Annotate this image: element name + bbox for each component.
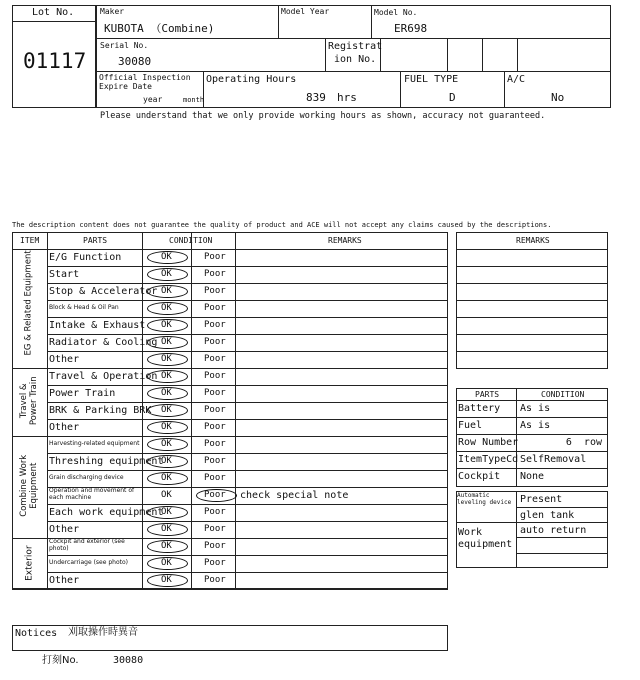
ok-selected-circle	[147, 506, 188, 519]
ok-selected-circle	[147, 472, 188, 485]
ok-option: OK	[161, 473, 172, 483]
item-group-label: Exterior	[24, 544, 35, 581]
parts-box-part: Fuel	[458, 420, 483, 431]
registration-label-2: ion No.	[334, 54, 377, 65]
lot-label: Lot No.	[32, 7, 75, 18]
auto-leveling-label: Automatic leveling device	[457, 492, 512, 506]
parts-box-part: ItemTypeCd	[458, 454, 519, 465]
month-label: month	[183, 96, 205, 104]
col-condition-header: CONDITION	[169, 236, 213, 245]
ok-option: OK	[161, 558, 172, 568]
ok-selected-circle	[147, 438, 188, 451]
stamp-label: 打刻No.	[42, 655, 79, 666]
part-label: Operation and movement of each machine	[49, 487, 135, 501]
poor-option: Poor	[204, 575, 226, 585]
part-label: BRK & Parking BRK	[49, 405, 152, 416]
part-label: E/G Function	[49, 252, 122, 263]
ok-selected-circle	[147, 251, 188, 264]
part-label: Stop & Accelerator	[49, 286, 158, 297]
part-label: Other	[49, 524, 80, 535]
ok-selected-circle	[147, 268, 188, 281]
poor-option: Poor	[204, 558, 226, 568]
ok-selected-circle	[147, 370, 188, 383]
ok-option: OK	[161, 337, 172, 347]
notices-label: Notices	[15, 628, 58, 639]
part-label: Block & Head & Oil Pan	[49, 304, 119, 311]
poor-option: Poor	[204, 286, 226, 296]
serial-value: 30080	[118, 55, 152, 68]
hours-value: 839	[306, 91, 326, 104]
ok-option: OK	[161, 269, 172, 279]
poor-option: Poor	[204, 354, 226, 364]
lot-number: 01117	[23, 49, 87, 73]
poor-option: Poor	[204, 490, 226, 500]
ok-option: OK	[161, 541, 172, 551]
hours-disclaimer: Please understand that we only provide working hours as shown, accuracy not guaranteed.	[100, 111, 546, 121]
ok-selected-circle	[147, 353, 188, 366]
part-label: Radiator & Cooling	[49, 337, 158, 348]
ok-option: OK	[161, 252, 172, 262]
model-no-value: ER698	[394, 22, 428, 35]
ok-option: OK	[161, 354, 172, 364]
ok-option: OK	[161, 456, 172, 466]
ok-option: OK	[161, 422, 172, 432]
parts-box-condition: As is	[520, 420, 551, 431]
remarks-box-header: REMARKS	[516, 236, 550, 245]
ok-selected-circle	[147, 523, 188, 536]
poor-option: Poor	[204, 405, 226, 415]
poor-option: Poor	[204, 422, 226, 432]
parts-box-part: Cockpit	[458, 471, 501, 482]
poor-option: Poor	[204, 337, 226, 347]
part-label: Threshing equipment	[49, 456, 164, 467]
poor-option: Poor	[204, 439, 226, 449]
col-item-header: ITEM	[20, 236, 40, 245]
ok-option: OK	[161, 524, 172, 534]
ok-option: OK	[161, 507, 172, 517]
ok-selected-circle	[147, 557, 188, 570]
poor-selected-circle	[196, 489, 237, 502]
part-label: Power Train	[49, 388, 116, 399]
poor-option: Poor	[204, 303, 226, 313]
ok-option: OK	[161, 303, 172, 313]
parts-box-condition: As is	[520, 403, 551, 414]
ok-option: OK	[161, 575, 172, 585]
poor-option: Poor	[204, 456, 226, 466]
poor-option: Poor	[204, 507, 226, 517]
ok-option: OK	[161, 286, 172, 296]
stamp-value: 30080	[113, 655, 144, 666]
serial-label: Serial No.	[100, 41, 149, 50]
part-label: Other	[49, 354, 80, 365]
part-label: Other	[49, 575, 80, 586]
parts-box-condition: 6 row	[565, 437, 602, 448]
ok-option: OK	[161, 405, 172, 415]
part-label: Other	[49, 422, 80, 433]
hours-label: Operating Hours	[206, 74, 297, 85]
description-disclaimer: The description content does not guarantee the quality of product and ACE will not accept any claims caused by the descriptions.	[12, 221, 552, 229]
ok-selected-circle	[147, 421, 188, 434]
maker-value: KUBOTA （Combine)	[104, 22, 215, 35]
maker-label: Maker	[100, 7, 125, 16]
poor-option: Poor	[204, 541, 226, 551]
poor-option: Poor	[204, 320, 226, 330]
ac-value: No	[551, 91, 565, 104]
ok-selected-circle	[147, 285, 188, 298]
ok-selected-circle	[147, 455, 188, 468]
ok-selected-circle	[147, 387, 188, 400]
ok-selected-circle	[147, 319, 188, 332]
work-value-2: auto return	[520, 525, 587, 536]
ok-selected-circle	[147, 574, 188, 587]
parts-box-part: Battery	[458, 403, 501, 414]
model-no-label: Model No.	[374, 8, 418, 17]
ok-selected-circle	[147, 540, 188, 553]
remark-text: check special note	[240, 490, 349, 501]
ok-selected-circle	[147, 336, 188, 349]
col-remarks-header: REMARKS	[328, 236, 362, 245]
notices-value: 刈取操作時異音	[68, 627, 138, 638]
fuel-label: FUEL TYPE	[404, 74, 459, 85]
poor-option: Poor	[204, 473, 226, 483]
hours-unit: hrs	[337, 91, 357, 104]
ok-option: OK	[161, 371, 172, 381]
parts-box-col-parts: PARTS	[475, 390, 500, 399]
part-label: Travel & Operation	[49, 371, 158, 382]
part-label: Cockpit and exterior (see photo)	[49, 538, 125, 552]
part-label: Intake & Exhaust	[49, 320, 146, 331]
ok-selected-circle	[147, 404, 188, 417]
parts-box-col-condition: CONDITION	[541, 390, 585, 399]
part-label: Each work equipment	[49, 507, 164, 518]
item-group-label: Combine Work Equipment	[18, 454, 39, 517]
part-label: Grain discharging device	[49, 474, 124, 481]
inspection-label-1: Official Inspection	[99, 73, 191, 82]
work-value-1: glen tank	[520, 510, 575, 521]
item-group-label: EG & Related Equipment	[23, 249, 34, 355]
ok-option: OK	[161, 388, 172, 398]
ok-option: OK	[161, 490, 172, 500]
model-year-label: Model Year	[281, 7, 330, 16]
poor-option: Poor	[204, 388, 226, 398]
year-label: year	[143, 95, 163, 104]
poor-option: Poor	[204, 524, 226, 534]
ok-option: OK	[161, 320, 172, 330]
parts-box-condition: SelfRemoval	[520, 454, 587, 465]
poor-option: Poor	[204, 269, 226, 279]
parts-box-condition: None	[520, 471, 545, 482]
inspection-label-2: Expire Date	[99, 82, 152, 91]
col-parts-header: PARTS	[83, 236, 108, 245]
auto-leveling-value: Present	[520, 494, 563, 505]
parts-box-part: Row Number	[458, 437, 519, 448]
item-group-label: Travel & Power Train	[18, 376, 39, 426]
part-label: Harvesting-related equipment	[49, 440, 140, 447]
ok-selected-circle	[147, 302, 188, 315]
fuel-value: D	[449, 91, 456, 104]
work-equipment-label: Work equipment	[458, 527, 513, 550]
poor-option: Poor	[204, 371, 226, 381]
part-label: Start	[49, 269, 80, 280]
ok-option: OK	[161, 439, 172, 449]
registration-label-1: Registrat	[328, 41, 383, 52]
ac-label: A/C	[507, 74, 526, 85]
poor-option: Poor	[204, 252, 226, 262]
part-label: Undercarriage (see photo)	[49, 559, 128, 566]
